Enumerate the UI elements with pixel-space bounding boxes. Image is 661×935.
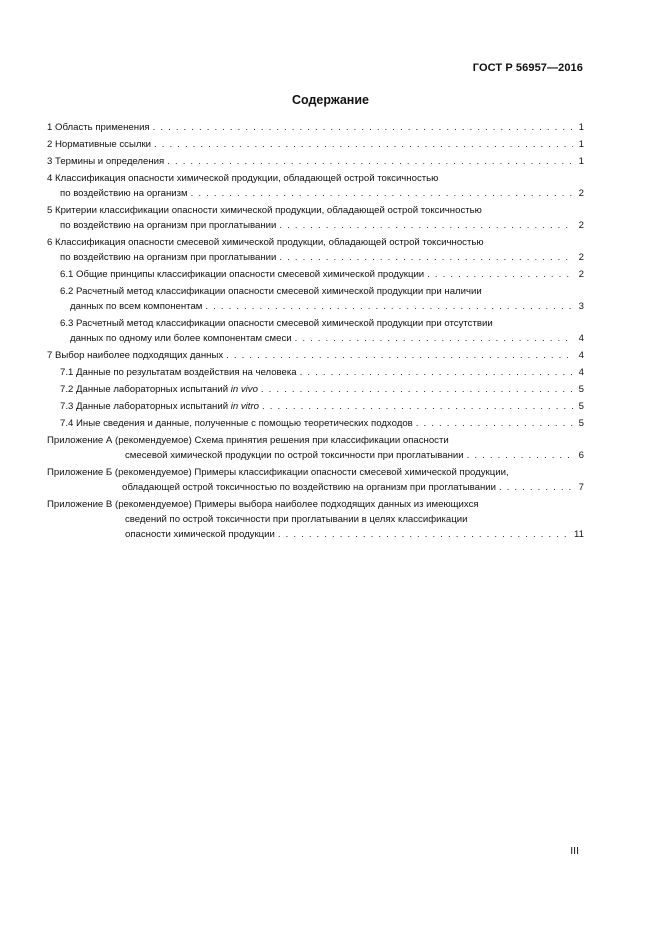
leader-dots [261, 382, 573, 397]
toc-entry-label-continued: по воздействию на организм при проглатывании [60, 252, 277, 263]
toc-entry-appendix-b[interactable] [47, 465, 584, 495]
toc-page-number: 5 [578, 418, 584, 429]
toc-entry-label-continued: опасности химической продукции [125, 529, 275, 540]
toc-entry-6-1[interactable] [47, 267, 584, 282]
toc-entry-label: 7 Выбор наиболее подходящих данных [47, 350, 224, 361]
toc-entry-label [60, 382, 258, 397]
toc-entry-label [60, 399, 259, 414]
toc-entry-label-continued: по воздействию на организм [60, 188, 188, 199]
toc-entry-1[interactable] [47, 120, 584, 135]
table-of-contents [47, 118, 584, 542]
toc-page-number: 11 [574, 529, 584, 540]
toc-entry-label-continued: по воздействию на организм при проглатывании [60, 220, 277, 231]
leader-dots [278, 527, 571, 542]
toc-page-number: 4 [578, 350, 584, 361]
toc-entry-7-2[interactable] [47, 382, 584, 397]
toc-entry-label: 6.1 Общие принципы классификации опасности смесевой химической продукции [60, 269, 425, 280]
toc-page-number: 2 [578, 269, 584, 280]
toc-entry-label-italic: in vivo [230, 384, 258, 395]
leader-dots [167, 154, 573, 169]
toc-page-number: 2 [578, 220, 584, 231]
leader-dots [153, 120, 573, 135]
toc-entry-6[interactable] [47, 235, 584, 265]
leader-dots [279, 250, 573, 265]
toc-entry-appendix-v[interactable] [47, 497, 584, 542]
toc-entry-7-4[interactable] [47, 416, 584, 431]
leader-dots [295, 331, 573, 346]
toc-entry-label: 1 Область применения [47, 122, 150, 133]
toc-entry-label: 7.4 Иные сведения и данные, полученные с помощью теоретических подходов [60, 418, 413, 429]
toc-page-number: 2 [578, 188, 584, 199]
leader-dots [300, 365, 573, 380]
toc-entry-label: 6 Классификация опасности смесевой химической продукции, обладающей острой токсичностью [47, 237, 484, 248]
toc-entry-2[interactable] [47, 137, 584, 152]
toc-entry-5[interactable] [47, 203, 584, 233]
toc-entry-label: 5 Критерии классификации опасности химической продукции, обладающей острой токсичностью [47, 205, 482, 216]
toc-entry-7-3[interactable] [47, 399, 584, 414]
toc-entry-7[interactable] [47, 348, 584, 363]
toc-page-number: 5 [578, 401, 584, 412]
toc-page-number: 6 [578, 450, 584, 461]
leader-dots [205, 299, 573, 314]
toc-entry-4[interactable] [47, 171, 584, 201]
leader-dots [262, 399, 573, 414]
toc-page-number: 4 [578, 333, 584, 344]
toc-entry-appendix-a[interactable] [47, 433, 584, 463]
toc-entry-label-continued: сведений по острой токсичности при проглатывании в целях классификации [125, 514, 468, 525]
toc-entry-3[interactable] [47, 154, 584, 169]
toc-page-number: 4 [578, 367, 584, 378]
toc-entry-label: Приложение А (рекомендуемое) Схема принятия решения при классификации опасности [47, 435, 449, 446]
leader-dots [226, 348, 573, 363]
toc-entry-label: 7.1 Данные по результатам воздействия на человека [60, 367, 297, 378]
toc-entry-6-3[interactable] [47, 316, 584, 346]
toc-entry-label-continued: данных по всем компонентам [70, 301, 203, 312]
toc-page-number: 3 [578, 301, 584, 312]
toc-entry-label-continued: смесевой химической продукции по острой токсичности при проглатывании [125, 450, 464, 461]
toc-entry-label-text: 7.2 Данные лабораторных испытаний [60, 384, 231, 395]
leader-dots [191, 186, 573, 201]
toc-entry-label-continued: обладающей острой токсичностью по воздействию на организм при проглатывании [122, 482, 496, 493]
toc-entry-label-italic: in vitro [230, 401, 259, 412]
toc-entry-label: 6.2 Расчетный метод классификации опасности смесевой химической продукции при наличии [60, 286, 482, 297]
leader-dots [416, 416, 573, 431]
toc-page-number: 2 [578, 252, 584, 263]
toc-entry-label: 4 Классификация опасности химической продукции, обладающей острой токсичностью [47, 173, 439, 184]
toc-entry-7-1[interactable] [47, 365, 584, 380]
toc-page-number: 5 [578, 384, 584, 395]
page-number: III [570, 845, 579, 857]
toc-page-number: 1 [578, 156, 584, 167]
toc-entry-6-2[interactable] [47, 284, 584, 314]
toc-page-number: 1 [578, 139, 584, 150]
toc-entry-label: Приложение Б (рекомендуемое) Примеры классификации опасности смесевой химической продукции, [47, 467, 509, 478]
toc-entry-label: 2 Нормативные ссылки [47, 139, 152, 150]
leader-dots [467, 448, 573, 463]
toc-entry-label-text: 7.3 Данные лабораторных испытаний [60, 401, 231, 412]
toc-page-number: 1 [578, 122, 584, 133]
toc-page-number: 7 [578, 482, 584, 493]
page-title: Содержание [291, 93, 369, 107]
leader-dots [499, 480, 573, 495]
leader-dots [279, 218, 573, 233]
toc-entry-label: 6.3 Расчетный метод классификации опасности смесевой химической продукции при отсутствии [60, 318, 493, 329]
document-code-header: ГОСТ Р 56957—2016 [472, 62, 583, 74]
leader-dots [154, 137, 573, 152]
toc-entry-label: 3 Термины и определения [47, 156, 165, 167]
toc-entry-label: Приложение В (рекомендуемое) Примеры выбора наиболее подходящих данных из имеющихся [47, 499, 479, 510]
leader-dots [427, 267, 573, 282]
toc-entry-label-continued: данных по одному или более компонентам смеси [70, 333, 292, 344]
